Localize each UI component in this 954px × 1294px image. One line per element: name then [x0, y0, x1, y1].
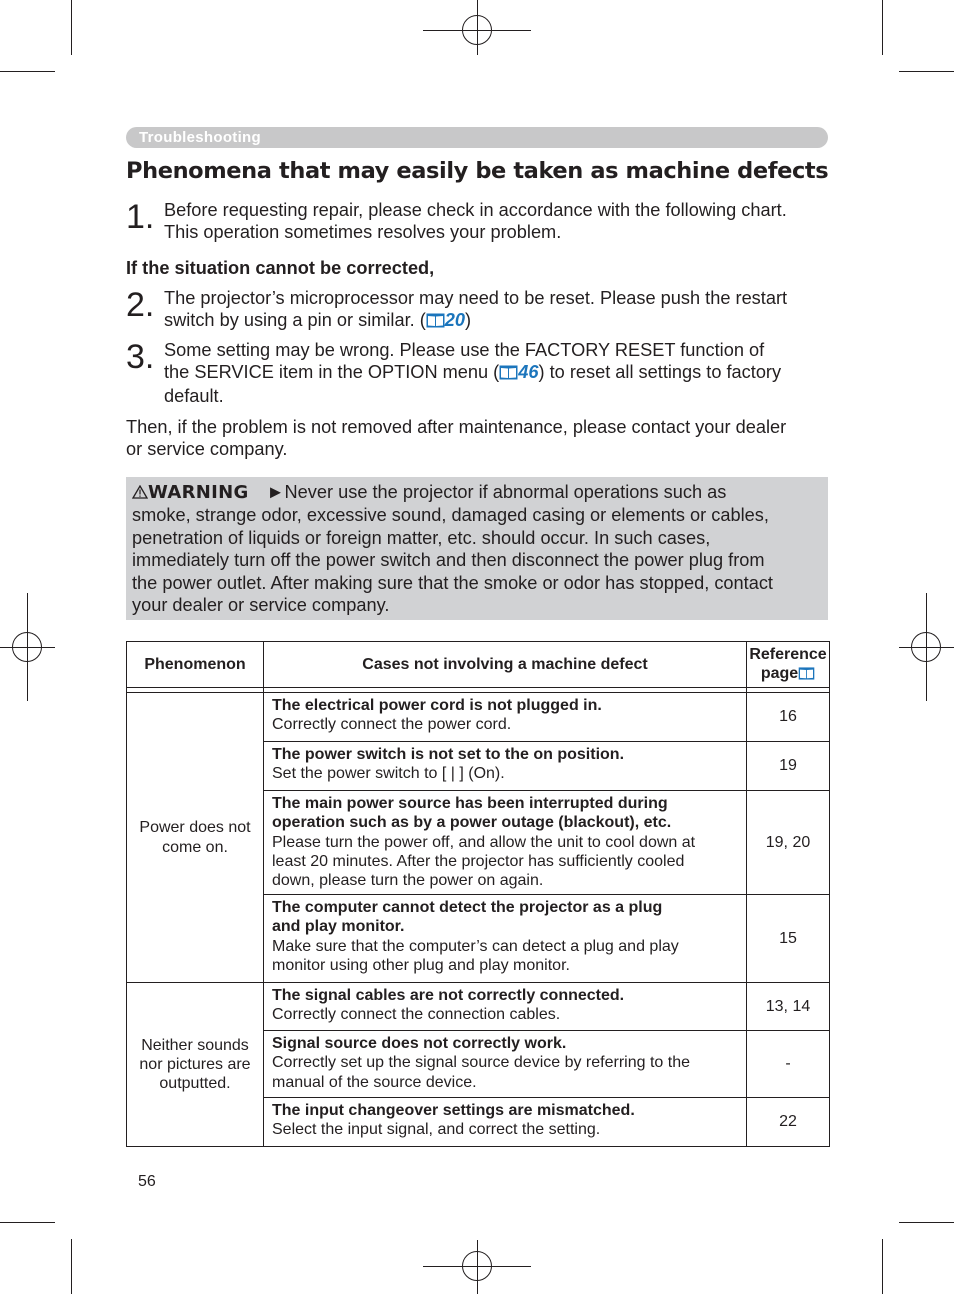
- reference-page[interactable]: 19: [747, 742, 830, 791]
- reference-page[interactable]: 19, 20: [747, 791, 830, 895]
- section-header-bar: [126, 127, 828, 148]
- warning-box: [126, 477, 828, 620]
- warning-label: WARNING: [148, 482, 249, 503]
- warning-text: immediately turn off the power switch and then disconnect the power plug from: [132, 550, 765, 571]
- column-header-reference: Reference page: [747, 642, 830, 688]
- phenomenon-cell: Power does not come on.: [127, 693, 264, 983]
- case-cell: The input changeover settings are mismatched. Select the input signal, and correct the setting.: [264, 1098, 747, 1147]
- step-text: Some setting may be wrong. Please use the FACTORY RESET function of the SERVICE item in the OPTION menu ( 46) to reset all settings to factory default.: [164, 340, 782, 406]
- reference-page[interactable]: 22: [747, 1098, 830, 1147]
- page-reference-link[interactable]: 46: [518, 362, 539, 382]
- table-row: [127, 983, 830, 1031]
- reference-page[interactable]: 15: [747, 895, 830, 983]
- page-reference-link[interactable]: 20: [444, 310, 466, 330]
- closing-paragraph: Then, if the problem is not removed after maintenance, please contact your dealer or service company.: [126, 417, 787, 459]
- step-text: The projector’s microprocessor may need to be reset. Please push the restart switch by using a pin or similar. ( 20): [164, 287, 787, 333]
- warning-text: penetration of liquids or foreign matter, etc. should occur. In such cases,: [132, 527, 711, 548]
- book-reference-icon: [426, 311, 445, 333]
- reference-page: -: [747, 1031, 830, 1098]
- page-title: Phenomena that may easily be taken as machine defects: [126, 158, 829, 184]
- warning-text: smoke, strange odor, excessive sound, damaged casing or elements or cables,: [132, 505, 769, 526]
- case-cell: The power switch is not set to the on position. Set the power switch to [ | ] (On).: [264, 742, 747, 791]
- case-cell: The main power source has been interrupted during operation such as by a power outage (blackout), etc. Please turn the power off, and allow the unit to cool down at least 20 minutes. After the projector has sufficiently cooled down, please turn the power on again.: [264, 791, 747, 895]
- warning-text: the power outlet. After making sure that the smoke or odor has stopped, contact: [132, 572, 773, 593]
- column-header-cases: Cases not involving a machine defect: [264, 642, 747, 688]
- warning-text: your dealer or service company.: [132, 595, 390, 616]
- warning-text: ►Never use the projector if abnormal operations such as: [266, 482, 727, 502]
- table-header-row: [127, 642, 830, 688]
- section-label: Troubleshooting: [139, 129, 261, 146]
- defects-table: [126, 641, 830, 1147]
- step-number: 2.: [126, 286, 155, 324]
- case-cell: The signal cables are not correctly connected. Correctly connect the connection cables.: [264, 983, 747, 1031]
- reference-page[interactable]: 13, 14: [747, 983, 830, 1031]
- book-reference-icon: [798, 666, 815, 685]
- case-cell: Signal source does not correctly work. Correctly set up the signal source device by referring to the manual of the source device.: [264, 1031, 747, 1098]
- book-reference-icon: [499, 363, 518, 385]
- column-header-phenomenon: Phenomenon: [127, 642, 264, 688]
- step-number: 3.: [126, 338, 155, 376]
- reference-page[interactable]: 16: [747, 693, 830, 742]
- step-number: 1.: [126, 198, 155, 236]
- step-text: Before requesting repair, please check in accordance with the following chart. This operation sometimes resolves your problem.: [164, 200, 787, 242]
- case-cell: The electrical power cord is not plugged in. Correctly connect the power cord.: [264, 693, 747, 742]
- table-row: [127, 693, 830, 742]
- page-number: 56: [138, 1173, 156, 1190]
- warning-triangle-icon: [132, 482, 148, 502]
- phenomenon-cell: Neither sounds nor pictures are outputted.: [127, 983, 264, 1147]
- subheading: If the situation cannot be corrected,: [126, 258, 435, 278]
- case-cell: The computer cannot detect the projector as a plug and play monitor. Make sure that the computer’s can detect a plug and play monitor using other plug and play monitor.: [264, 895, 747, 983]
